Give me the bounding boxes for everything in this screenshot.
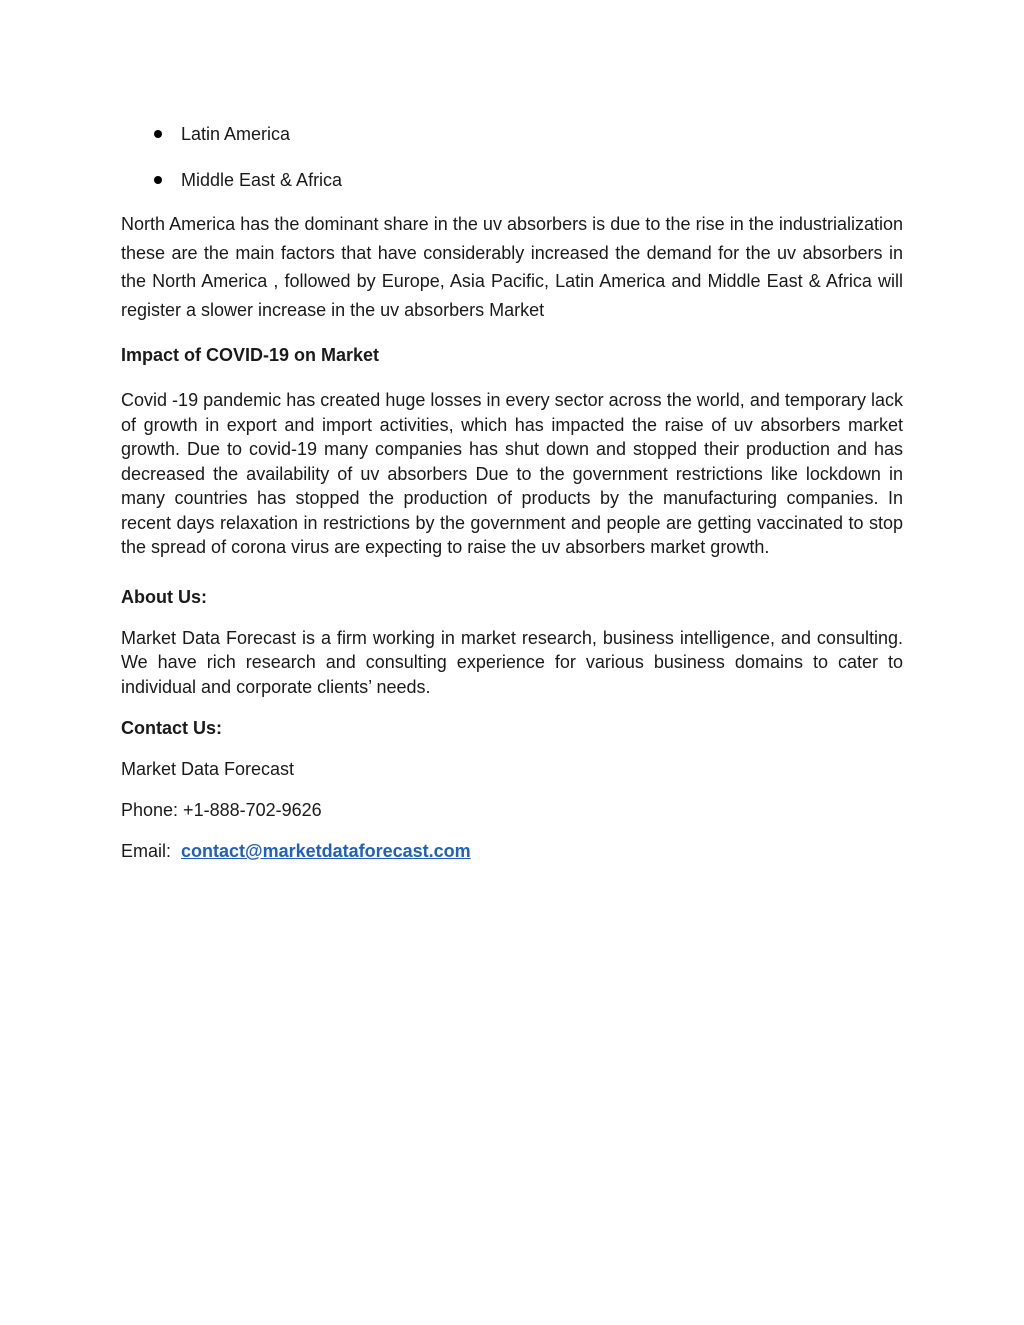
bullet-item-latin-america bbox=[121, 120, 903, 148]
about-heading: About Us: bbox=[121, 586, 207, 607]
bullet-label: Middle East & Africa bbox=[181, 170, 343, 190]
email-link[interactable]: contact@marketdataforecast.com bbox=[181, 841, 471, 861]
regional-paragraph: North America has the dominant share in the uv absorbers is due to the rise in the industrialization these are the main factors that have considerably increased the demand for the uv absorbers in the North America , followed by Europe, Asia Pacific, Latin America and Middle East & Africa will register a slower increase in the uv absorbers Market bbox=[121, 214, 903, 320]
about-paragraph: Market Data Forecast is a firm working in market research, business intelligence, and consulting. We have rich research and consulting experience for various business domains to cater to individual and corporate clients’ needs. bbox=[121, 627, 903, 697]
covid-heading: Impact of COVID-19 on Market bbox=[121, 345, 380, 365]
email-label: Email: bbox=[121, 841, 172, 861]
covid-paragraph: Covid -19 pandemic has created huge losses in every sector across the world, and temporary lack of growth in export and import activities, which has impacted the raise of uv absorbers market growth. Due to covid-19 many companies has shut down and stopped their production and has decreased the availability of uv absorbers Due to the government restrictions like lockdown in many countries has stopped the production of products by the manufacturing companies. In recent days relaxation in restrictions by the government and people are getting vaccinated to stop the spread of corona virus are expecting to raise the uv absorbers market growth. bbox=[121, 390, 903, 557]
contact-email-line bbox=[121, 839, 903, 863]
contact-heading: Contact Us: bbox=[121, 718, 223, 738]
contact-company: Market Data Forecast bbox=[121, 759, 295, 779]
bullet-icon bbox=[154, 176, 162, 184]
bullet-label: Latin America bbox=[181, 124, 291, 144]
bullet-item-middle-east-africa bbox=[121, 166, 903, 194]
contact-phone: Phone: +1-888-702-9626 bbox=[121, 800, 322, 820]
bullet-icon bbox=[154, 130, 162, 138]
document-page bbox=[121, 120, 903, 863]
region-bullet-list bbox=[121, 120, 903, 194]
